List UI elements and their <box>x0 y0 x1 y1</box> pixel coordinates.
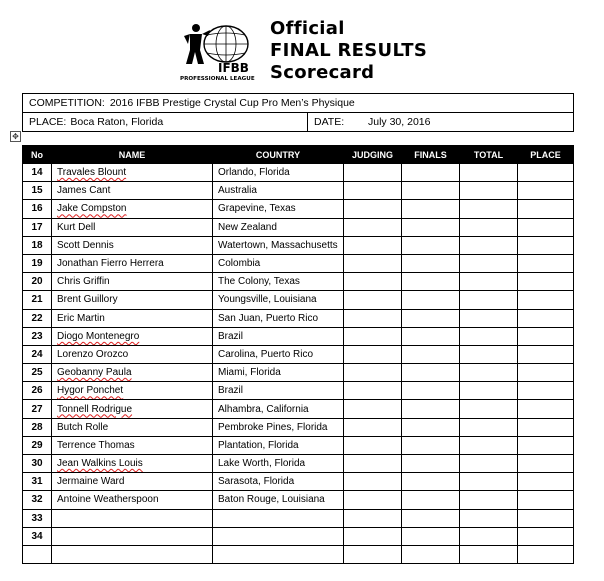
total-score <box>460 400 518 418</box>
judging-score <box>344 509 402 527</box>
placing <box>518 455 574 473</box>
competitor-name-text: Diogo Montenegro <box>57 330 140 342</box>
row-number-text: 23 <box>31 330 43 342</box>
competitor-country-text: Watertown, Massachusetts <box>218 239 338 251</box>
competitor-country <box>213 345 344 363</box>
place-label: PLACE: <box>29 116 67 128</box>
competitor-country-text: Miami, Florida <box>218 367 281 379</box>
row-number <box>23 200 52 218</box>
header-no: No <box>23 146 52 164</box>
row-number <box>23 455 52 473</box>
competitor-country <box>213 418 344 436</box>
competitor-name <box>52 418 213 436</box>
competitor-name <box>52 527 213 545</box>
title-line-1: Official <box>270 18 345 39</box>
table-row <box>23 400 574 418</box>
judging-score <box>344 455 402 473</box>
competitor-name <box>52 164 213 182</box>
row-number-text: 19 <box>31 258 43 270</box>
finals-score <box>402 273 460 291</box>
competitor-name-text: James Cant <box>57 185 111 197</box>
judging-score <box>344 382 402 400</box>
competitor-name <box>52 327 213 345</box>
table-row <box>23 491 574 509</box>
competitor-country <box>213 545 344 563</box>
row-number-text: 15 <box>31 185 43 197</box>
competitor-country-text: Pembroke Pines, Florida <box>218 421 328 433</box>
competitor-country-text: Plantation, Florida <box>218 439 299 451</box>
date-cell <box>308 113 430 131</box>
competitor-name <box>52 200 213 218</box>
competitor-name-text: Jake Compston <box>57 203 127 215</box>
judging-score <box>344 273 402 291</box>
placing <box>518 418 574 436</box>
row-number-text: 18 <box>31 239 43 251</box>
placing <box>518 291 574 309</box>
competitor-name <box>52 509 213 527</box>
finals-score <box>402 364 460 382</box>
table-header-row <box>23 146 574 164</box>
table-row <box>23 182 574 200</box>
placing <box>518 473 574 491</box>
table-row <box>23 218 574 236</box>
table-row <box>23 527 574 545</box>
judging-score <box>344 182 402 200</box>
svg-text:IFBB: IFBB <box>218 61 249 75</box>
competitor-country <box>213 236 344 254</box>
row-number <box>23 418 52 436</box>
competitor-country <box>213 182 344 200</box>
finals-score <box>402 473 460 491</box>
row-number <box>23 182 52 200</box>
row-number <box>23 291 52 309</box>
finals-score <box>402 291 460 309</box>
competitor-name <box>52 455 213 473</box>
row-number <box>23 527 52 545</box>
row-number-text: 34 <box>31 530 43 542</box>
results-table <box>22 145 574 564</box>
judging-score <box>344 291 402 309</box>
judging-score <box>344 254 402 272</box>
total-score <box>460 164 518 182</box>
competitor-country-text: Brazil <box>218 330 244 342</box>
competitor-country <box>213 400 344 418</box>
row-number <box>23 382 52 400</box>
row-number <box>23 236 52 254</box>
competition-row <box>23 94 573 112</box>
scorecard-title <box>270 18 427 84</box>
finals-score <box>402 164 460 182</box>
finals-score <box>402 309 460 327</box>
competitor-name <box>52 400 213 418</box>
row-number-text: 30 <box>31 458 43 470</box>
title-line-3: Scorecard <box>270 62 375 83</box>
finals-score <box>402 509 460 527</box>
competitor-country <box>213 364 344 382</box>
competitor-country <box>213 491 344 509</box>
placing <box>518 236 574 254</box>
judging-score <box>344 545 402 563</box>
row-number <box>23 345 52 363</box>
placing <box>518 345 574 363</box>
table-row <box>23 345 574 363</box>
total-score <box>460 309 518 327</box>
competition-label: COMPETITION: <box>29 97 105 109</box>
competitor-country-text: Carolina, Puerto Rico <box>218 348 314 360</box>
competitor-name-text: Geobanny Paula <box>57 367 132 379</box>
judging-score <box>344 473 402 491</box>
row-number-text: 33 <box>31 512 43 524</box>
total-score <box>460 291 518 309</box>
table-row <box>23 254 574 272</box>
table-row <box>23 455 574 473</box>
row-number <box>23 364 52 382</box>
competitor-country <box>213 291 344 309</box>
row-number-text: 28 <box>31 421 43 433</box>
competitor-name <box>52 273 213 291</box>
finals-score <box>402 436 460 454</box>
total-score <box>460 218 518 236</box>
globe-icon <box>178 16 264 82</box>
header-place: PLACE <box>518 146 574 164</box>
finals-score <box>402 327 460 345</box>
competitor-name <box>52 473 213 491</box>
row-number <box>23 327 52 345</box>
row-number <box>23 473 52 491</box>
table-row <box>23 418 574 436</box>
competition-info <box>22 93 574 132</box>
competitor-name <box>52 364 213 382</box>
competitor-country-text: New Zealand <box>218 221 277 233</box>
placing <box>518 382 574 400</box>
judging-score <box>344 436 402 454</box>
table-row <box>23 436 574 454</box>
total-score <box>460 382 518 400</box>
competitor-name-text: Butch Rolle <box>57 421 109 433</box>
competitor-country <box>213 218 344 236</box>
competitor-country-text: Lake Worth, Florida <box>218 458 306 470</box>
table-row <box>23 164 574 182</box>
judging-score <box>344 164 402 182</box>
competitor-country <box>213 200 344 218</box>
total-score <box>460 455 518 473</box>
competitor-country <box>213 473 344 491</box>
place-value: Boca Raton, Florida <box>70 116 164 128</box>
competitor-name-text: Eric Martin <box>57 312 105 324</box>
place-date-row <box>23 112 573 131</box>
finals-score <box>402 345 460 363</box>
competitor-country <box>213 382 344 400</box>
competitor-country-text: The Colony, Texas <box>218 276 300 288</box>
competitor-name-text: Terrence Thomas <box>57 439 135 451</box>
total-score <box>460 509 518 527</box>
competitor-name-text: Jermaine Ward <box>57 476 125 488</box>
placing <box>518 182 574 200</box>
total-score <box>460 200 518 218</box>
finals-score <box>402 545 460 563</box>
row-number <box>23 309 52 327</box>
competitor-country-text: Australia <box>218 185 257 197</box>
row-number-text: 22 <box>31 312 43 324</box>
judging-score <box>344 200 402 218</box>
svg-text:PROFESSIONAL LEAGUE: PROFESSIONAL LEAGUE <box>180 76 255 82</box>
total-score <box>460 418 518 436</box>
total-score <box>460 364 518 382</box>
placing <box>518 527 574 545</box>
table-row <box>23 309 574 327</box>
competitor-country <box>213 527 344 545</box>
judging-score <box>344 400 402 418</box>
row-number <box>23 218 52 236</box>
competitor-name <box>52 436 213 454</box>
competitor-country <box>213 436 344 454</box>
row-number-text: 20 <box>31 276 43 288</box>
placing <box>518 164 574 182</box>
placing <box>518 509 574 527</box>
placing <box>518 400 574 418</box>
competitor-country-text: San Juan, Puerto Rico <box>218 312 319 324</box>
placing <box>518 364 574 382</box>
competitor-country-text: Orlando, Florida <box>218 167 290 179</box>
row-number-text: 26 <box>31 385 43 397</box>
row-number-text: 17 <box>31 221 43 233</box>
table-move-handle-icon[interactable]: ✥ <box>10 131 21 142</box>
competitor-country-text: Brazil <box>218 385 244 397</box>
title-line-2: FINAL RESULTS <box>270 40 428 61</box>
total-score <box>460 436 518 454</box>
judging-score <box>344 309 402 327</box>
total-score <box>460 473 518 491</box>
table-row <box>23 200 574 218</box>
competitor-name-text: Kurt Dell <box>57 221 96 233</box>
competitor-name-text: Travales Blount <box>57 167 127 179</box>
finals-score <box>402 218 460 236</box>
table-row <box>23 273 574 291</box>
date-label: DATE: <box>314 116 345 128</box>
header-name: NAME <box>52 146 213 164</box>
header-total: TOTAL <box>460 146 518 164</box>
competitor-name <box>52 182 213 200</box>
total-score <box>460 545 518 563</box>
placing <box>518 254 574 272</box>
row-number-text: 21 <box>31 294 43 306</box>
row-number-text: 25 <box>31 367 43 379</box>
competitor-name-text: Jonathan Fierro Herrera <box>57 258 164 270</box>
competitor-name <box>52 491 213 509</box>
total-score <box>460 236 518 254</box>
row-number-text: 31 <box>31 476 43 488</box>
judging-score <box>344 236 402 254</box>
judging-score <box>344 327 402 345</box>
row-number <box>23 164 52 182</box>
competitor-country <box>213 164 344 182</box>
competitor-name <box>52 345 213 363</box>
competitor-name-text: Antoine Weatherspoon <box>57 494 159 506</box>
competitor-name-text: Brent Guillory <box>57 294 118 306</box>
table-row <box>23 382 574 400</box>
row-number <box>23 545 52 563</box>
competitor-country <box>213 273 344 291</box>
competitor-country-text: Colombia <box>218 258 261 270</box>
table-row <box>23 236 574 254</box>
total-score <box>460 327 518 345</box>
judging-score <box>344 418 402 436</box>
competitor-country <box>213 509 344 527</box>
placing <box>518 200 574 218</box>
competitor-name <box>52 291 213 309</box>
row-number-text: 27 <box>31 403 43 415</box>
row-number <box>23 254 52 272</box>
ifbb-logo <box>178 16 264 82</box>
row-number <box>23 509 52 527</box>
finals-score <box>402 418 460 436</box>
placing <box>518 545 574 563</box>
total-score <box>460 254 518 272</box>
placing <box>518 218 574 236</box>
finals-score <box>402 182 460 200</box>
competitor-name <box>52 218 213 236</box>
date-value: July 30, 2016 <box>368 116 431 128</box>
competitor-name-text: Tonnell Rodrigue <box>57 403 133 415</box>
header-judging: JUDGING <box>344 146 402 164</box>
total-score <box>460 345 518 363</box>
judging-score <box>344 491 402 509</box>
competitor-name-text: Lorenzo Orozco <box>57 348 129 360</box>
header-country: COUNTRY <box>213 146 344 164</box>
table-row <box>23 509 574 527</box>
row-number <box>23 400 52 418</box>
competitor-name-text: Scott Dennis <box>57 239 114 251</box>
competitor-name <box>52 309 213 327</box>
competitor-country <box>213 309 344 327</box>
row-number-text: 29 <box>31 439 43 451</box>
total-score <box>460 273 518 291</box>
finals-score <box>402 382 460 400</box>
competitor-country <box>213 327 344 345</box>
competitor-country-text: Grapevine, Texas <box>218 203 296 215</box>
competitor-name <box>52 382 213 400</box>
competitor-country-text: Youngsville, Louisiana <box>218 294 317 306</box>
competitor-name-text: Chris Griffin <box>57 276 110 288</box>
finals-score <box>402 491 460 509</box>
competitor-name <box>52 236 213 254</box>
competitor-name-text: Hygor Ponchet <box>57 385 124 397</box>
finals-score <box>402 254 460 272</box>
placing <box>518 309 574 327</box>
judging-score <box>344 364 402 382</box>
table-row <box>23 327 574 345</box>
row-number-text: 14 <box>31 167 43 179</box>
row-number <box>23 273 52 291</box>
placing <box>518 327 574 345</box>
competitor-name <box>52 545 213 563</box>
judging-score <box>344 218 402 236</box>
table-row <box>23 473 574 491</box>
placing <box>518 436 574 454</box>
finals-score <box>402 400 460 418</box>
total-score <box>460 527 518 545</box>
header-finals: FINALS <box>402 146 460 164</box>
placing <box>518 491 574 509</box>
placing <box>518 273 574 291</box>
total-score <box>460 491 518 509</box>
finals-score <box>402 455 460 473</box>
competitor-name-text: Jean Walkins Louis <box>57 458 143 470</box>
finals-score <box>402 527 460 545</box>
competitor-name <box>52 254 213 272</box>
competitor-country <box>213 455 344 473</box>
competitor-country <box>213 254 344 272</box>
competition-value: 2016 IFBB Prestige Crystal Cup Pro Men’s Physique <box>109 97 355 109</box>
finals-score <box>402 236 460 254</box>
total-score <box>460 182 518 200</box>
table-row <box>23 545 574 563</box>
judging-score <box>344 527 402 545</box>
row-number-text: 24 <box>31 348 43 360</box>
judging-score <box>344 345 402 363</box>
table-row <box>23 364 574 382</box>
row-number <box>23 491 52 509</box>
competitor-country-text: Baton Rouge, Louisiana <box>218 494 325 506</box>
row-number-text: 16 <box>31 203 43 215</box>
row-number-text: 32 <box>31 494 43 506</box>
place-cell <box>23 113 308 131</box>
results-body <box>23 164 574 564</box>
competitor-country-text: Alhambra, California <box>218 403 309 415</box>
table-row <box>23 291 574 309</box>
competitor-country-text: Sarasota, Florida <box>218 476 295 488</box>
row-number <box>23 436 52 454</box>
finals-score <box>402 200 460 218</box>
